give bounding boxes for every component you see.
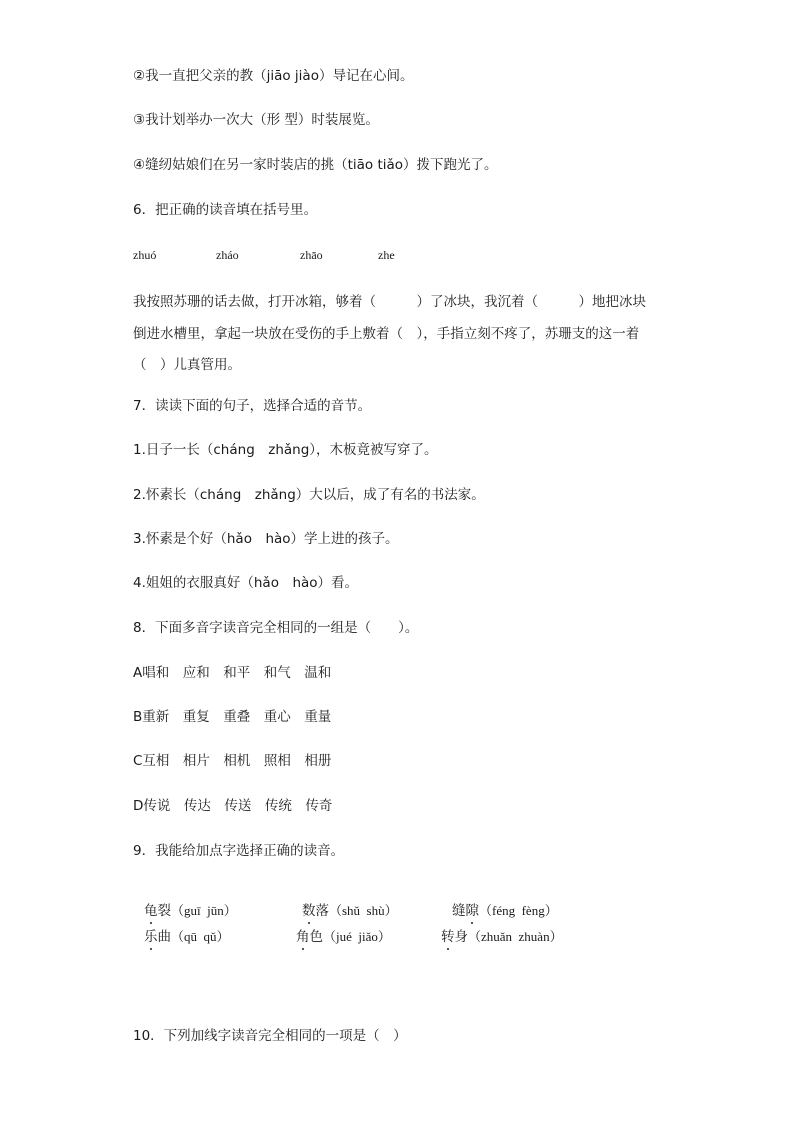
plain-char: 身 [454,929,468,945]
dotted-char: 隙 [465,903,479,919]
plain-char: 裂 [157,903,171,919]
dotted-char: 龟 [144,903,158,919]
q9-pinyin: （zhuǎn zhuàn） [468,929,563,944]
q8-option-a: A唱和 应和 和平 和气 温和 [133,665,332,681]
q7-item-3: 3.怀素是个好（hǎo hào）学上进的孩子。 [133,531,399,547]
q9-word-3 [452,899,558,919]
q9-word-2 [302,899,398,919]
q8-option-d: D传说 传达 传送 传统 传奇 [133,798,333,814]
plain-char: 色 [309,929,323,945]
q6-paragraph-line-2: 倒进水槽里，拿起一块放在受伤的手上敷着（ ），手指立刻不疼了，苏珊支的这一着 [133,326,640,342]
q7-heading: 7．读读下面的句子，选择合适的音节。 [133,398,372,414]
q9-pinyin: （shǔ shù） [329,903,398,918]
q7-item-4: 4.姐姐的衣服真好（hǎo hào）看。 [133,575,359,591]
dotted-char: 角 [296,929,310,945]
q5-item-3: ③我计划举办一次大（形 型）时装展览。 [133,112,379,128]
q6-paragraph-line-3: （ ）儿真管用。 [133,357,241,373]
q9-pinyin: （jué jiǎo） [323,929,391,944]
q6-pinyin-3: zhāo [300,248,323,262]
q6-pinyin-2: zháo [216,248,239,262]
dotted-char: 数 [302,903,316,919]
q6-pinyin-1: zhuó [133,248,157,262]
q9-word-5 [296,925,391,945]
q9-word-4 [144,925,230,945]
plain-char: 曲 [157,929,171,945]
q8-option-c: C互相 相片 相机 照相 相册 [133,753,332,769]
q5-item-2: ②我一直把父亲的教（jiāo jiào）导记在心间。 [133,68,414,84]
q9-pinyin: （féng fèng） [479,903,558,918]
q9-pinyin: （qū qǔ） [171,929,230,944]
q10-heading: 10．下列加线字读音完全相同的一项是（ ） [133,1028,407,1044]
q6-paragraph-line-1: 我按照苏珊的话去做，打开冰箱，够着（ ）了冰块，我沉着（ ）地把冰块 [133,294,646,310]
q6-heading: 6．把正确的读音填在括号里。 [133,202,318,218]
q9-heading: 9．我能给加点字选择正确的读音。 [133,843,345,859]
q7-item-1: 1.日子一长（cháng zhǎng），木板竟被写穿了。 [133,442,438,458]
q9-word-1 [144,899,237,919]
dotted-char: 转 [441,929,455,945]
q8-option-b: B重新 重复 重叠 重心 重量 [133,709,332,725]
q9-word-6 [441,925,563,945]
plain-char: 落 [315,903,329,919]
dotted-char: 乐 [144,929,158,945]
q7-item-2: 2.怀素长（cháng zhǎng）大以后，成了有名的书法家。 [133,487,485,503]
q5-item-4: ④缝纫姑娘们在另一家时装店的挑（tiāo tiǎo）拨下跑光了。 [133,157,498,173]
plain-char: 缝 [452,903,466,919]
q9-pinyin: （guī jūn） [171,903,237,918]
q6-pinyin-4: zhe [378,248,395,262]
q8-heading: 8．下面多音字读音完全相同的一组是（ ）。 [133,620,419,636]
